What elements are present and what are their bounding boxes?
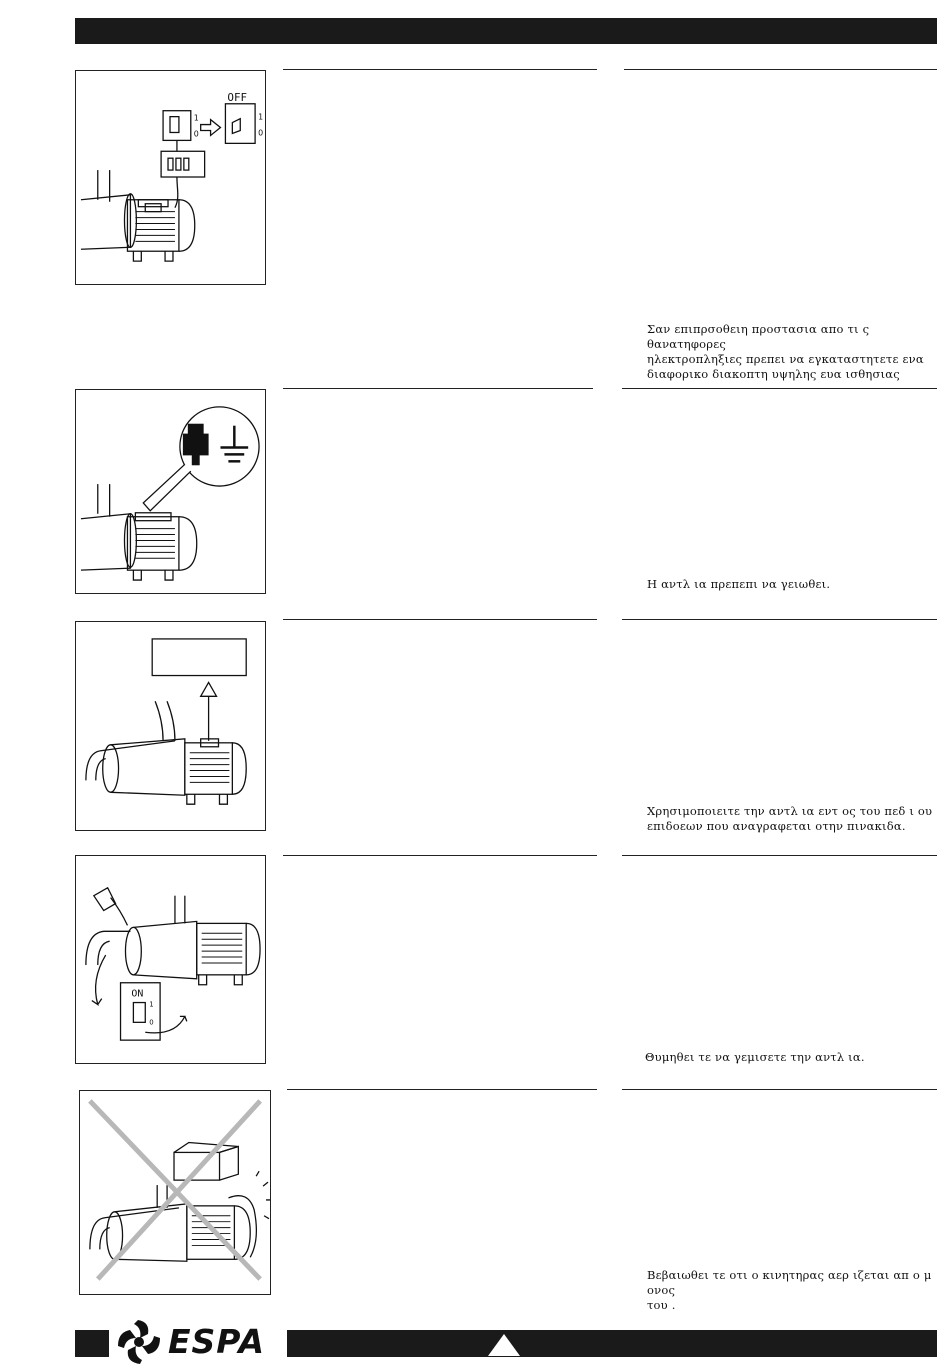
ventilation-note: Βεβαιωθει τε οτι ο κινητηρας αερ ιζεται απ ο μ ονος του .: [647, 1268, 932, 1312]
figure-ground: [75, 389, 266, 594]
svg-text:1: 1: [149, 1000, 154, 1009]
section-rule: [283, 69, 597, 70]
figure-fill-pump: [75, 855, 266, 1064]
section-rule: [287, 1089, 597, 1090]
section-rule: [283, 619, 597, 620]
ground-connection-icon: [76, 390, 265, 593]
fill-pump-icon: [76, 856, 265, 1063]
section-rule: [624, 69, 937, 70]
svg-text:1: 1: [258, 112, 264, 122]
ground-note: Η αντλ ια πρεπεπι να γειωθει.: [647, 577, 831, 591]
footer-bar-right: [287, 1330, 937, 1357]
warning-triangle-icon: [487, 1333, 521, 1357]
rating-note: Χρησιμοποιειτε την αντλ ια εντ ος του πεδ ι ου επιδοεων που αναγραφεται οτην πινακιδα.: [647, 804, 933, 833]
rating-plate-icon: [76, 622, 265, 830]
section-rule: [622, 1089, 937, 1090]
header-bar: [75, 18, 937, 44]
switch-off-pump-icon: [76, 71, 265, 284]
figure-rating-plate: [75, 621, 266, 831]
footer-bar-left: [75, 1330, 109, 1357]
fill-note: Θυμηθει τε να γεμισετε την αντλ ια.: [645, 1050, 865, 1064]
section-rule: [622, 619, 937, 620]
svg-text:1: 1: [193, 113, 199, 123]
figure-switch-off: [75, 70, 266, 285]
svg-text:0: 0: [193, 129, 199, 139]
section-rule: [622, 855, 937, 856]
off-label: OFF: [227, 90, 248, 104]
safety-note: Σαν επιπρσοθειη προστασια απο τι ς θανατηφορες ηλεκτροπληξιες πρεπει να εγκαταστητετε ενα διαφορικο διακοπτη υψηλης ευα ισθησιας: [647, 322, 924, 381]
section-rule: [283, 855, 597, 856]
svg-text:0: 0: [258, 128, 264, 138]
section-rule: [622, 388, 937, 389]
svg-text:0: 0: [149, 1018, 154, 1027]
covered-motor-crossed-icon: [80, 1091, 270, 1294]
on-label: ON: [131, 988, 144, 1000]
section-rule: [283, 388, 593, 389]
figure-ventilation: [79, 1090, 271, 1295]
brand-wordmark: ESPA: [168, 1322, 266, 1361]
